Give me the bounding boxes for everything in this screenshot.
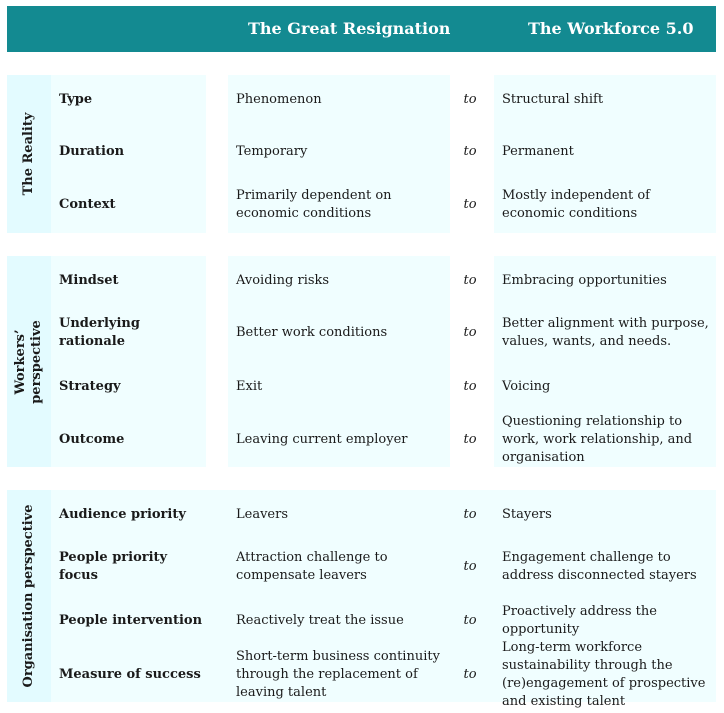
row-label-duration: Duration (59, 144, 125, 159)
workforce-value: Long-term workforce sustainability through the (re)engagement of prospective and existing talent (502, 640, 706, 709)
great-resignation-value: Primarily dependent on economic conditions (236, 188, 392, 221)
great-resignation-value: Better work conditions (236, 325, 388, 340)
to-connector: to (463, 144, 477, 159)
workforce-value: Permanent (502, 144, 574, 159)
row-label-people-intervention: People intervention (59, 613, 203, 628)
row-label-people-priority-focus: People priority focus (59, 550, 168, 583)
to-connector: to (463, 273, 477, 288)
great-resignation-value: Leaving current employer (236, 432, 408, 447)
to-connector: to (463, 507, 477, 522)
workforce-value: Voicing (502, 379, 551, 394)
great-resignation-column-title: The Great Resignation (248, 19, 451, 38)
row-label-context: Context (59, 197, 116, 212)
group-label-the-reality: The Reality (7, 75, 51, 233)
great-resignation-value: Temporary (236, 144, 308, 159)
row-label-strategy: Strategy (59, 379, 121, 394)
row-label-outcome: Outcome (59, 432, 125, 447)
workforce-value: Proactively address the opportunity (502, 604, 657, 637)
to-connector: to (463, 613, 477, 628)
great-resignation-value: Leavers (236, 507, 288, 522)
workforce-value: Engagement challenge to address disconnected stayers (502, 550, 697, 583)
workforce-column-title: The Workforce 5.0 (528, 19, 694, 38)
great-resignation-value: Attraction challenge to compensate leavers (236, 550, 388, 583)
great-resignation-value: Exit (236, 379, 263, 394)
to-connector: to (463, 432, 477, 447)
row-label-type: Type (59, 92, 93, 107)
row-label-measure-of-success: Measure of success (59, 667, 201, 682)
great-resignation-value: Reactively treat the issue (236, 613, 404, 628)
header-bar (7, 6, 716, 52)
to-connector: to (463, 559, 477, 574)
group-label-workers-perspective: Workers’ perspective (7, 256, 51, 467)
to-connector: to (463, 667, 477, 682)
workforce-value: Better alignment with purpose, values, wants, and needs. (502, 316, 709, 349)
to-connector: to (463, 379, 477, 394)
great-resignation-value: Phenomenon (236, 92, 322, 107)
to-connector: to (463, 92, 477, 107)
workforce-value: Mostly independent of economic conditions (502, 188, 650, 221)
row-label-underlying-rationale: Underlying rationale (59, 316, 140, 349)
row-label-audience-priority: Audience priority (59, 507, 186, 522)
workforce-value: Embracing opportunities (502, 273, 667, 288)
workforce-value: Questioning relationship to work, work relationship, and organisation (502, 414, 693, 465)
to-connector: to (463, 197, 477, 212)
great-resignation-value: Short-term business continuity through the replacement of leaving talent (236, 649, 440, 700)
workforce-value: Stayers (502, 507, 552, 522)
group-label-organisation-perspective: Organisation perspective (7, 490, 51, 702)
great-resignation-value: Avoiding risks (236, 273, 330, 288)
to-connector: to (463, 325, 477, 340)
row-label-mindset: Mindset (59, 273, 119, 288)
workforce-value: Structural shift (502, 92, 604, 107)
